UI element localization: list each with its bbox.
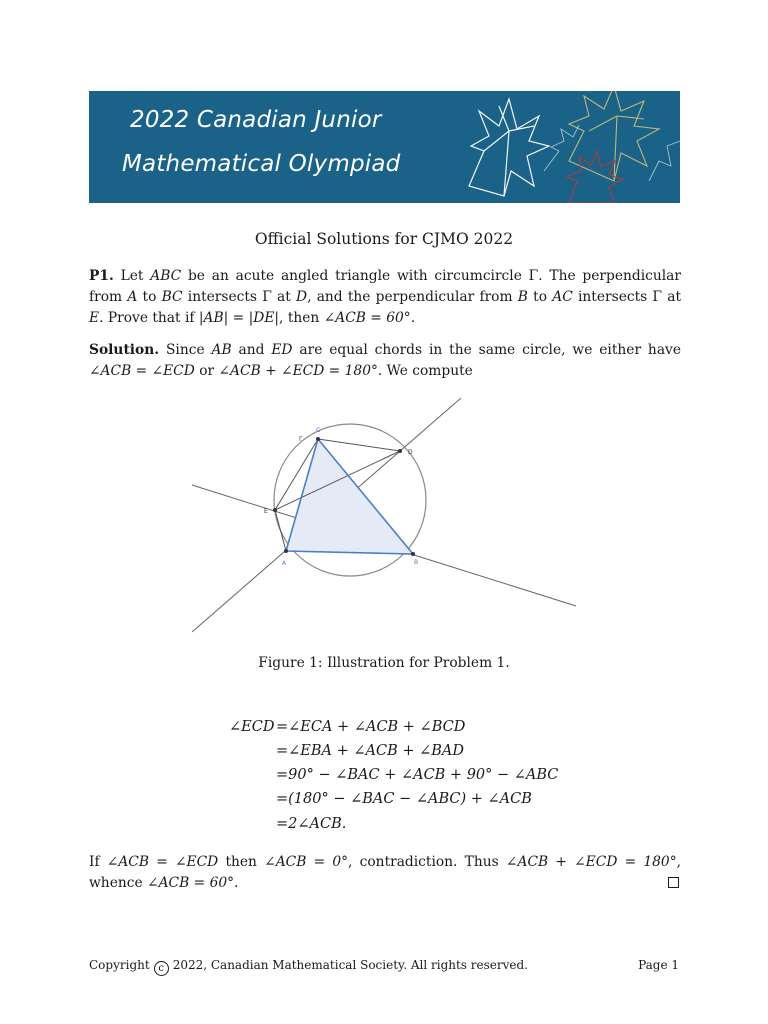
geometry-figure bbox=[180, 395, 590, 640]
conclusion-text: then bbox=[218, 854, 265, 870]
segment-EA bbox=[275, 510, 286, 551]
math-term: ∠ACB = 60° bbox=[323, 310, 411, 326]
conclusion bbox=[89, 852, 681, 894]
math-term: AC bbox=[552, 289, 573, 305]
problem-text: intersects Γ at bbox=[572, 289, 682, 305]
point-D bbox=[398, 449, 402, 453]
banner-title-line-1: 2022 Canadian Junior bbox=[130, 107, 382, 133]
label-D: D bbox=[408, 449, 413, 456]
problem-text: to bbox=[527, 289, 553, 305]
maple-leaves-icon bbox=[449, 91, 680, 203]
math-term: |AB| = |DE| bbox=[198, 310, 280, 326]
document-title: Official Solutions for CJMO 2022 bbox=[254, 230, 514, 248]
extended-lines bbox=[192, 398, 576, 632]
footer-copyright bbox=[89, 958, 528, 976]
figure-caption: Figure 1: Illustration for Problem 1. bbox=[258, 655, 510, 671]
conclusion-text: . bbox=[234, 875, 239, 891]
problem-text: . bbox=[410, 310, 416, 326]
copyright-icon: c bbox=[154, 961, 169, 976]
point-B bbox=[411, 552, 415, 556]
problem-text: Let bbox=[113, 268, 151, 284]
label-Gamma: Γ bbox=[299, 436, 303, 443]
problem-text: , then bbox=[279, 310, 324, 326]
math-term: BC bbox=[161, 289, 183, 305]
conclusion-text: , contradiction. Thus bbox=[348, 854, 506, 870]
copyright-label: Copyright bbox=[89, 958, 150, 972]
header-banner bbox=[89, 91, 680, 203]
math-term: ∠ACB = ∠ECD bbox=[89, 363, 195, 379]
solution-text: or bbox=[194, 363, 219, 379]
math-term: ∠ACB = ∠ECD bbox=[106, 854, 219, 870]
equation-row: =∠EBA + ∠ACB + ∠BAD bbox=[276, 743, 465, 759]
math-term: D bbox=[296, 289, 308, 305]
problem-statement bbox=[89, 266, 681, 329]
conclusion-text: If bbox=[89, 854, 107, 870]
conclusion-text: , whence bbox=[89, 854, 681, 891]
equation-lhs: ∠ECD bbox=[229, 719, 275, 735]
math-term: ED bbox=[271, 342, 293, 358]
math-term: E bbox=[89, 310, 100, 326]
math-term: ∠ACB = 0° bbox=[264, 854, 349, 870]
equation-row: =∠ECA + ∠ACB + ∠BCD bbox=[276, 719, 466, 735]
page-number: Page 1 bbox=[638, 958, 679, 972]
math-term: ∠ACB + ∠ECD = 180° bbox=[505, 854, 677, 870]
copyright-text: 2022, Canadian Mathematical Society. All rights reserved. bbox=[172, 958, 528, 972]
problem-text: be an acute angled triangle with circumcircle Γ. The perpendicular from bbox=[89, 268, 681, 305]
label-B: B bbox=[414, 559, 419, 566]
point-C bbox=[316, 437, 320, 441]
solution-text: . We compute bbox=[377, 363, 473, 379]
label-C: C bbox=[316, 427, 321, 434]
problem-text: , and the perpendicular from bbox=[307, 289, 518, 305]
chord-CD bbox=[318, 439, 400, 451]
equation-row: =(180° − ∠BAC − ∠ABC) + ∠ACB bbox=[276, 791, 532, 807]
math-term: AB bbox=[211, 342, 232, 358]
problem-text: . Prove that if bbox=[99, 310, 199, 326]
equation-row: =2∠ACB. bbox=[276, 816, 347, 832]
solution-intro bbox=[89, 340, 681, 382]
label-E: E bbox=[264, 508, 268, 515]
math-term: A bbox=[127, 289, 138, 305]
math-term: ∠ACB + ∠ECD = 180° bbox=[218, 363, 378, 379]
solution-label: Solution. bbox=[89, 342, 160, 358]
solution-text: and bbox=[231, 342, 272, 358]
label-A: A bbox=[282, 560, 287, 567]
solution-text: Since bbox=[159, 342, 212, 358]
qed-square-icon bbox=[668, 877, 679, 888]
point-A bbox=[284, 549, 288, 553]
banner-title-line-2: Mathematical Olympiad bbox=[122, 151, 401, 177]
problem-text: to bbox=[137, 289, 162, 305]
math-term: ∠ACB = 60° bbox=[147, 875, 235, 891]
point-E bbox=[273, 508, 277, 512]
math-term: ABC bbox=[150, 268, 182, 284]
solution-text: are equal chords in the same circle, we either have bbox=[292, 342, 681, 358]
math-term: B bbox=[517, 289, 528, 305]
problem-text: intersects Γ at bbox=[182, 289, 297, 305]
equation-row: =90° − ∠BAC + ∠ACB + 90° − ∠ABC bbox=[276, 767, 559, 783]
problem-label: P1. bbox=[89, 268, 114, 284]
